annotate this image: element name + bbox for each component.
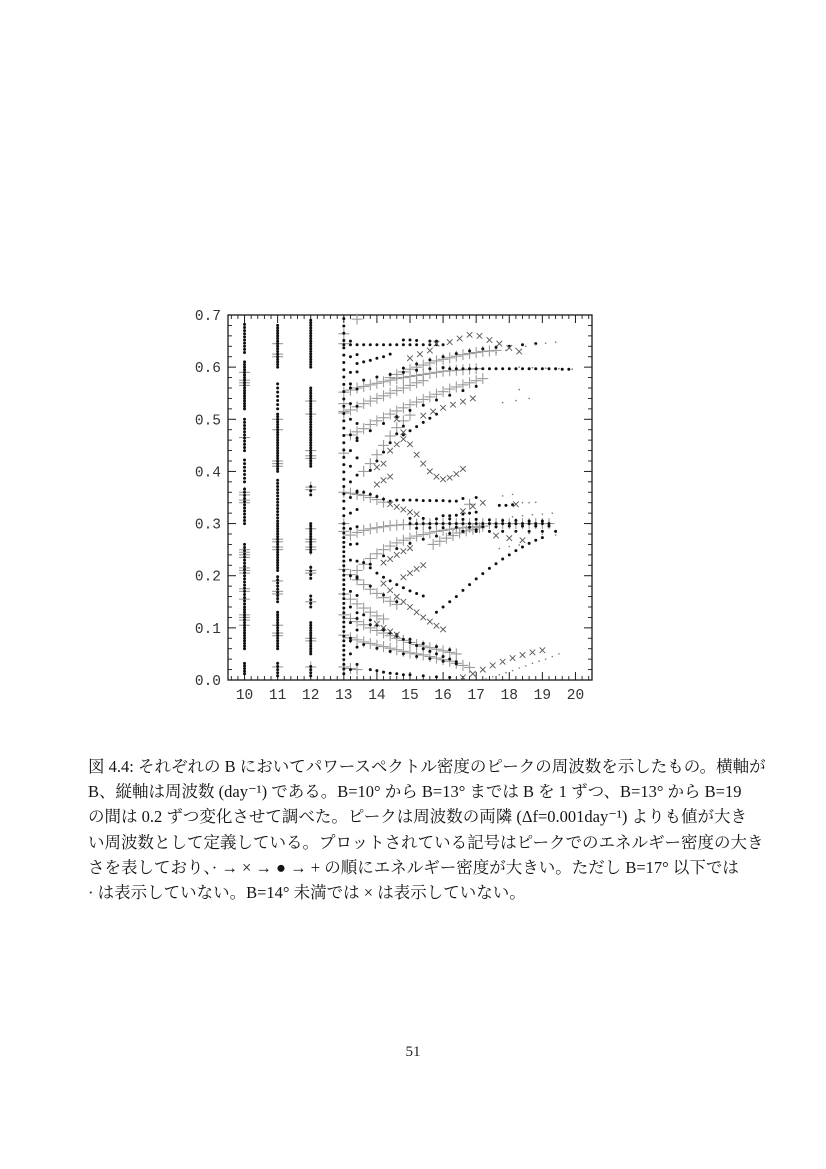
svg-text:20: 20 xyxy=(566,688,585,704)
scatter-plot-canvas xyxy=(185,291,617,723)
svg-text:10: 10 xyxy=(235,688,254,704)
svg-text:12: 12 xyxy=(302,688,320,704)
svg-text:0.7: 0.7 xyxy=(194,309,221,325)
caption-line: さを表しており、· → × → ● → + の順にエネルギー密度が大きい。ただし B=17° 以下では xyxy=(88,857,739,877)
svg-text:17: 17 xyxy=(467,688,485,704)
caption-line: の間は 0.2 ずつ変化させて調べた。ピークは周波数の両隣 (Δf=0.001day⁻¹) よりも値が大き xyxy=(88,807,747,827)
svg-text:0.4: 0.4 xyxy=(194,465,221,482)
svg-text:13: 13 xyxy=(335,688,353,704)
svg-text:0.6: 0.6 xyxy=(194,361,221,378)
svg-text:0.0: 0.0 xyxy=(194,674,221,690)
svg-text:0.1: 0.1 xyxy=(194,621,221,638)
caption-line: B、縦軸は周波数 (day⁻¹) である。B=10° から B=13° までは B を 1 ずつ、B=13° から B=19 xyxy=(88,782,742,802)
svg-text:0.2: 0.2 xyxy=(194,569,221,586)
caption-line: い周波数として定義している。プロットされている記号はピークでのエネルギー密度の大き xyxy=(88,832,764,852)
svg-text:18: 18 xyxy=(500,688,518,704)
caption-line: 図 4.4: それぞれの B においてパワースペクトル密度のピークの周波数を示したもの。横軸が xyxy=(88,757,766,776)
svg-text:15: 15 xyxy=(401,688,419,704)
svg-text:19: 19 xyxy=(533,688,552,704)
caption-line: · は表示していない。B=14° 未満では × は表示していない。 xyxy=(88,883,526,903)
svg-text:11: 11 xyxy=(268,688,287,704)
svg-text:14: 14 xyxy=(368,688,386,704)
svg-text:16: 16 xyxy=(434,688,452,704)
page-number: 51 xyxy=(405,1044,421,1060)
figure-caption xyxy=(88,754,766,905)
svg-text:0.5: 0.5 xyxy=(194,413,221,430)
svg-text:0.3: 0.3 xyxy=(194,517,221,534)
